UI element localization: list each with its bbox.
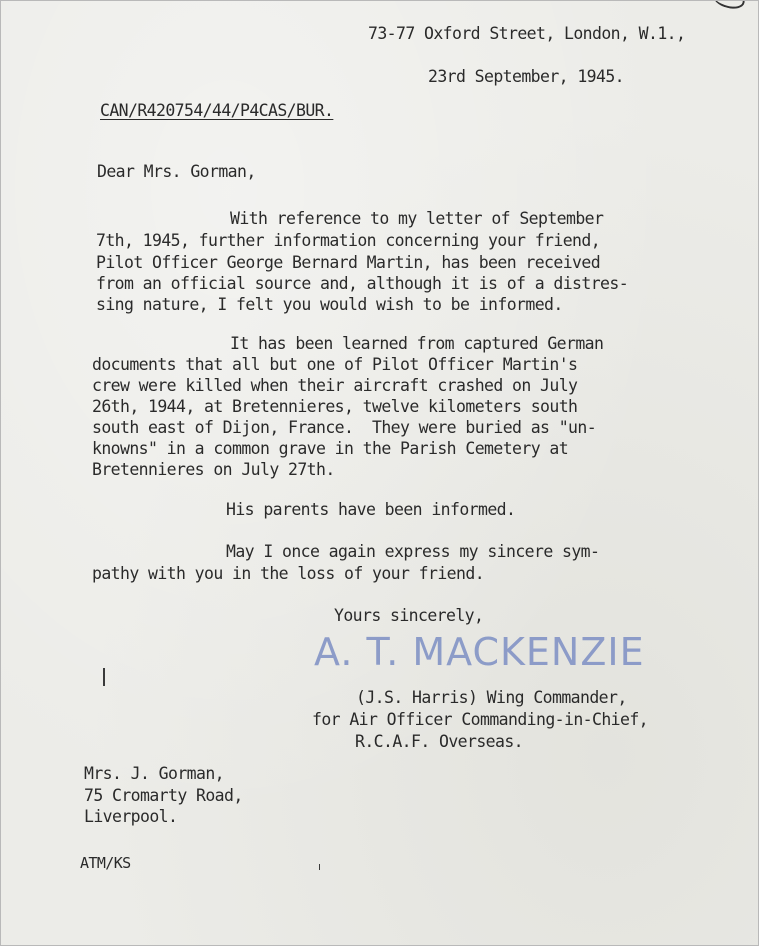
ink-speck xyxy=(103,668,105,686)
closing: Yours sincerely, xyxy=(334,606,484,625)
paragraph-3: His parents have been informed. xyxy=(226,500,516,519)
paragraph-1-line: sing nature, I felt you would wish to be informed. xyxy=(96,295,563,314)
paragraph-1-line: from an official source and, although it is of a distres- xyxy=(96,274,629,293)
paragraph-1-line: With reference to my letter of September xyxy=(230,209,604,228)
corner-pen-mark xyxy=(711,0,747,12)
paragraph-2-line: 26th, 1944, at Bretennieres, twelve kilometers south xyxy=(92,397,578,416)
signatory-line: R.C.A.F. Overseas. xyxy=(355,732,524,751)
paragraph-2-line: crew were killed when their aircraft crashed on July xyxy=(92,376,578,395)
reference-number: CAN/R420754/44/P4CAS/BUR. xyxy=(100,101,334,120)
paragraph-4-line: May I once again express my sincere sym- xyxy=(226,542,600,561)
paragraph-4-line: pathy with you in the loss of your friend. xyxy=(92,564,485,583)
signature-stamp: A. T. MACKENZIE xyxy=(314,630,645,674)
paragraph-2-line: It has been learned from captured German xyxy=(230,334,604,353)
paragraph-1-line: 7th, 1945, further information concerning your friend, xyxy=(96,231,601,250)
paragraph-2-line: south east of Dijon, France. They were buried as "un- xyxy=(92,418,597,437)
paragraph-2-line: Bretennieres on July 27th. xyxy=(92,460,335,479)
paragraph-2-line: knowns" in a common grave in the Parish Cemetery at xyxy=(92,439,569,458)
salutation: Dear Mrs. Gorman, xyxy=(97,162,256,181)
signatory-line: for Air Officer Commanding-in-Chief, xyxy=(312,710,649,729)
paragraph-1-line: Pilot Officer George Bernard Martin, has been received xyxy=(96,253,601,272)
paragraph-2-line: documents that all but one of Pilot Officer Martin's xyxy=(92,355,578,374)
recipient-line: 75 Cromarty Road, xyxy=(84,786,243,805)
typist-initials: ATM/KS xyxy=(80,854,131,872)
recipient-line: Mrs. J. Gorman, xyxy=(84,764,225,783)
letter-date: 23rd September, 1945. xyxy=(428,67,625,86)
ink-speck xyxy=(319,864,320,870)
recipient-line: Liverpool. xyxy=(84,807,178,826)
signatory-line: (J.S. Harris) Wing Commander, xyxy=(356,688,627,707)
sender-address: 73-77 Oxford Street, London, W.1., xyxy=(368,24,686,43)
